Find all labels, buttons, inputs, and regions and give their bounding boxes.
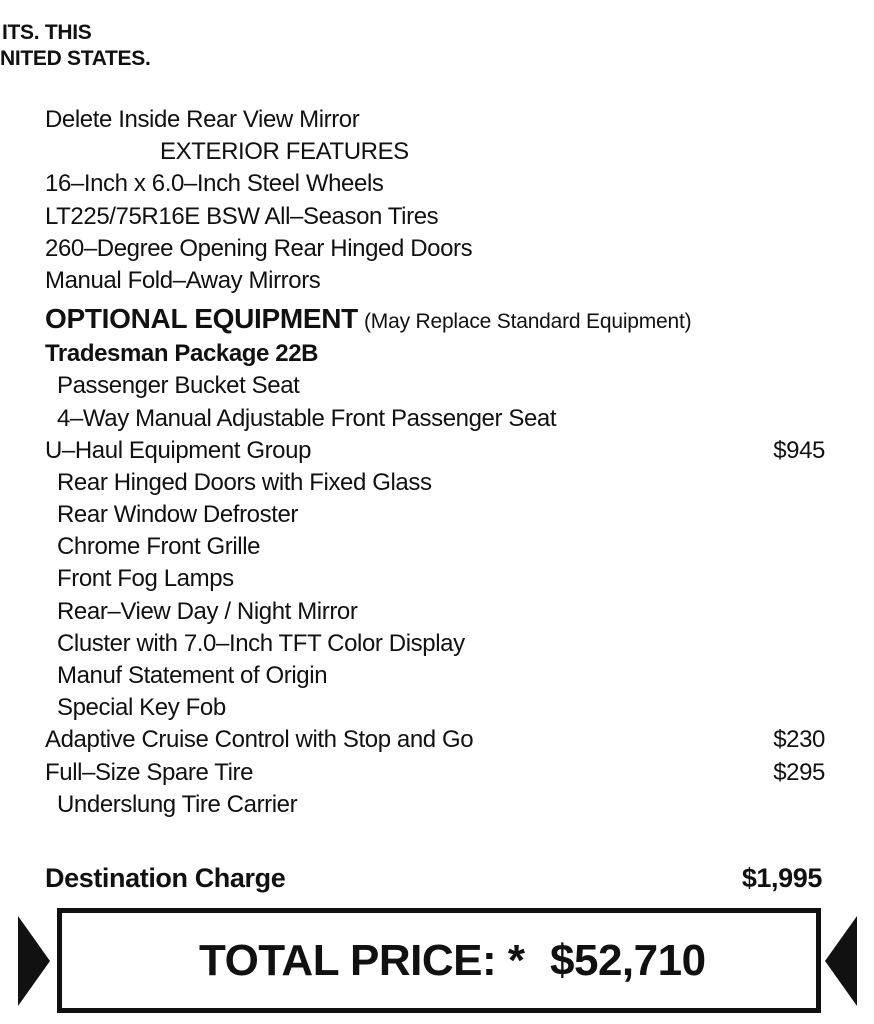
- equipment-list: [45, 104, 835, 821]
- destination-charge-label: Destination Charge: [45, 863, 286, 893]
- equipment-row: [45, 201, 835, 233]
- optional-equipment-heading: [45, 300, 835, 338]
- optional-equipment-title: OPTIONAL EQUIPMENT: [45, 303, 358, 335]
- equipment-row: [45, 265, 835, 297]
- equipment-row: [45, 435, 835, 467]
- equipment-label: Chrome Front Grille: [57, 533, 261, 561]
- equipment-row: [45, 563, 835, 595]
- equipment-label: 16–Inch x 6.0–Inch Steel Wheels: [45, 170, 384, 198]
- destination-charge-row: [45, 860, 825, 896]
- equipment-label: Manuf Statement of Origin: [57, 662, 328, 689]
- equipment-label: LT225/75R16E BSW All–Season Tires: [45, 202, 439, 230]
- equipment-row: [45, 789, 835, 821]
- right-arrow-icon: [825, 916, 857, 1006]
- equipment-row: [45, 233, 835, 265]
- equipment-row: [45, 370, 835, 402]
- equipment-price: $295: [773, 758, 825, 786]
- equipment-row: [45, 757, 835, 789]
- left-arrow-icon: [18, 916, 50, 1006]
- equipment-row: [45, 499, 835, 531]
- equipment-row: [45, 692, 835, 724]
- destination-charge-price: $1,995: [741, 863, 822, 893]
- equipment-label: Underslung Tire Carrier: [57, 790, 298, 818]
- standard-equipment-section: [45, 104, 835, 297]
- equipment-label: Delete Inside Rear View Mirror: [45, 106, 360, 133]
- equipment-label: Rear Hinged Doors with Fixed Glass: [57, 468, 432, 496]
- optional-equipment-section: [45, 338, 835, 821]
- total-price-box: [57, 908, 821, 1013]
- total-price-label: TOTAL PRICE: *: [199, 936, 525, 985]
- optional-equipment-note: (May Replace Standard Equipment): [364, 310, 692, 334]
- equipment-label: Front Fog Lamps: [57, 565, 234, 593]
- total-price-value: $52,710: [550, 936, 706, 985]
- equipment-row: [45, 628, 835, 660]
- equipment-label: Tradesman Package 22B: [45, 340, 319, 368]
- equipment-row: [45, 660, 835, 692]
- header-line-1: ITS. THIS: [2, 21, 92, 44]
- equipment-label: U–Haul Equipment Group: [45, 436, 312, 464]
- equipment-row: [45, 338, 835, 370]
- equipment-row: [45, 467, 835, 499]
- equipment-label: Passenger Bucket Seat: [57, 372, 300, 400]
- equipment-label: EXTERIOR FEATURES: [160, 138, 409, 166]
- equipment-label: Cluster with 7.0–Inch TFT Color Display: [57, 629, 465, 657]
- equipment-row: [45, 136, 835, 168]
- equipment-label: Rear–View Day / Night Mirror: [57, 597, 358, 625]
- equipment-row: [45, 724, 835, 756]
- equipment-price: $945: [773, 436, 825, 464]
- equipment-label: 4–Way Manual Adjustable Front Passenger Seat: [57, 404, 557, 432]
- equipment-price: $230: [773, 726, 825, 754]
- equipment-label: Rear Window Defroster: [57, 501, 299, 529]
- equipment-label: Full–Size Spare Tire: [45, 758, 254, 786]
- equipment-label: Manual Fold–Away Mirrors: [45, 266, 321, 294]
- equipment-label: 260–Degree Opening Rear Hinged Doors: [45, 234, 473, 262]
- equipment-row: [45, 168, 835, 200]
- equipment-label: Adaptive Cruise Control with Stop and Go: [45, 726, 474, 754]
- equipment-row: [45, 531, 835, 563]
- equipment-row: [45, 403, 835, 435]
- header-line-2: NITED STATES.: [0, 47, 151, 70]
- equipment-row: [45, 596, 835, 628]
- equipment-label: Special Key Fob: [57, 694, 226, 722]
- equipment-row: [45, 104, 835, 136]
